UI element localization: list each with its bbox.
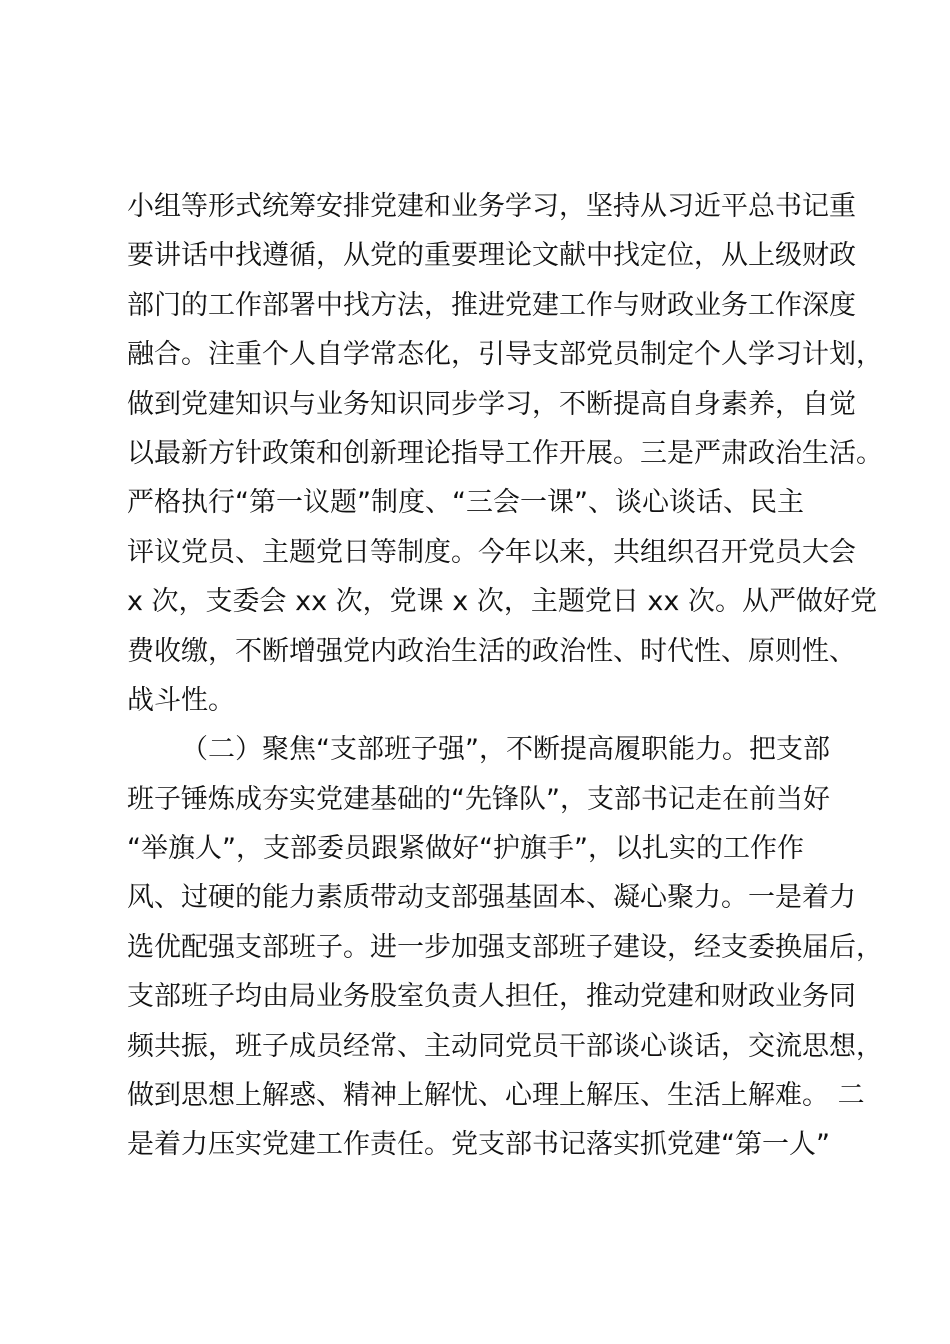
text-line: 做到思想上解惑、精神上解忧、心理上解压、生活上解难。 二 <box>127 1080 865 1112</box>
text-line: 评议党员、主题党日等制度。今年以来，共组织召开党员大会 <box>127 536 856 568</box>
text-line: 严格执行“第一议题”制度、“三会一课”、谈心谈话、民主 <box>127 487 804 519</box>
text-line: 风、过硬的能力素质带动支部强基固本、凝心聚力。一是着力 <box>127 882 856 914</box>
text-line: x 次，支委会 xx 次，党课 x 次，主题党日 xx 次。从严做好党 <box>127 586 877 618</box>
text-line: 融合。注重个人自学常态化，引导支部党员制定个人学习计划， <box>127 339 883 371</box>
text-line: “举旗人”，支部委员跟紧做好“护旗手”，以扎实的工作作 <box>127 833 804 865</box>
text-line: 小组等形式统筹安排党建和业务学习，坚持从习近平总书记重 <box>127 191 856 222</box>
text-line: 以最新方针政策和创新理论指导工作开展。三是严肃政治生活。 <box>127 437 883 469</box>
text-line: 战斗性。 <box>127 684 235 716</box>
text-line: 费收缴，不断增强党内政治生活的政治性、时代性、原则性、 <box>127 635 856 667</box>
text-line: 支部班子均由局业务股室负责人担任，推动党建和财政业务同 <box>127 981 856 1013</box>
text-line: 做到党建知识与业务知识同步学习，不断提高自身素养，自觉 <box>127 388 856 420</box>
text-line: 部门的工作部署中找方法，推进党建工作与财政业务工作深度 <box>127 289 856 321</box>
text-line: 是着力压实党建工作责任。党支部书记落实抓党建“第一人” <box>127 1129 830 1161</box>
text-line: 选优配强支部班子。进一步加强支部班子建设，经支委换届后， <box>127 931 883 963</box>
section-heading-line: （二）聚焦“支部班子强”，不断提高履职能力。把支部 <box>181 734 830 766</box>
text-line: 频共振，班子成员经常、主动同党员干部谈心谈话，交流思想， <box>127 1030 883 1062</box>
text-line: 班子锤炼成夯实党建基础的“先锋队”，支部书记走在前当好 <box>127 783 830 815</box>
body-text <box>127 182 883 1170</box>
text-line: 要讲话中找遵循，从党的重要理论文献中找定位，从上级财政 <box>127 240 856 272</box>
